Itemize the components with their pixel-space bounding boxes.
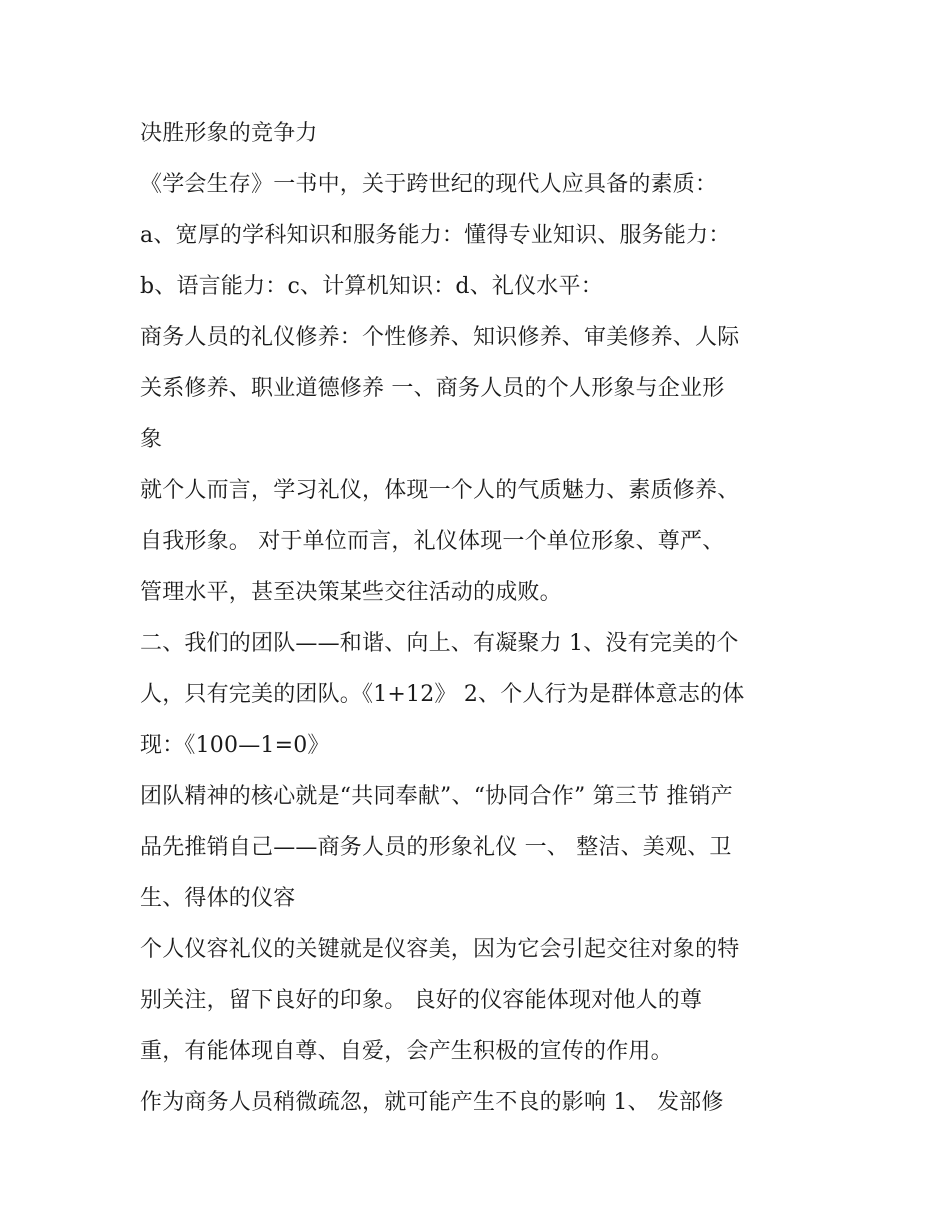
text-line: a、宽厚的学科知识和服务能力：懂得专业知识、服务能力： <box>140 223 731 248</box>
text-line: 个人仪容礼仪的关键就是仪容美，因为它会引起交往对象的特 <box>140 937 740 962</box>
paragraph <box>140 924 820 1077</box>
text-line: 现：《100—1=0》 <box>140 733 330 758</box>
text-line: b、语言能力：c、计算机知识：d、礼仪水平： <box>140 274 603 299</box>
text-line: 人，只有完美的团队。《1+12》 2、个人行为是群体意志的体 <box>140 682 745 707</box>
text-line: 作为商务人员稍微疏忽，就可能产生不良的影响 1、 发部修 <box>140 1090 724 1115</box>
paragraph <box>140 210 820 261</box>
text-line: 决胜形象的竞争力 <box>140 121 318 146</box>
paragraph <box>140 261 820 312</box>
text-line: 自我形象。 对于单位而言，礼仪体现一个单位形象、尊严、 <box>140 529 725 554</box>
text-line: 生、得体的仪容 <box>140 886 296 911</box>
text-line: 象 <box>140 427 163 452</box>
text-line: 就个人而言，学习礼仪，体现一个人的气质魅力、素质修养、 <box>140 478 740 503</box>
paragraph <box>140 618 820 771</box>
text-line: 管理水平，甚至决策某些交往活动的成败。 <box>140 580 562 605</box>
paragraph <box>140 1077 820 1128</box>
document-title <box>140 108 820 159</box>
text-line: 别关注，留下良好的印象。 良好的仪容能体现对他人的尊 <box>140 988 703 1013</box>
paragraph <box>140 465 820 618</box>
text-line: 商务人员的礼仪修养：个性修养、知识修养、审美修养、人际 <box>140 325 740 350</box>
text-line: 品先推销自己——商务人员的形象礼仪 一、 整洁、美观、卫 <box>140 835 732 860</box>
text-line: 重，有能体现自尊、自爱，会产生积极的宣传的作用。 <box>140 1039 673 1064</box>
paragraph <box>140 771 820 924</box>
text-line: 关系修养、职业道德修养 一、商务人员的个人形象与企业形 <box>140 376 725 401</box>
document-body <box>140 108 820 1128</box>
text-line: 二、我们的团队——和谐、向上、有凝聚力 1、没有完美的个 <box>140 631 739 656</box>
text-line: 团队精神的核心就是“共同奉献”、“协同合作” 第三节 推销产 <box>140 784 733 809</box>
paragraph <box>140 159 820 210</box>
text-line: 《学会生存》一书中，关于跨世纪的现代人应具备的素质： <box>140 172 718 197</box>
paragraph <box>140 312 820 465</box>
